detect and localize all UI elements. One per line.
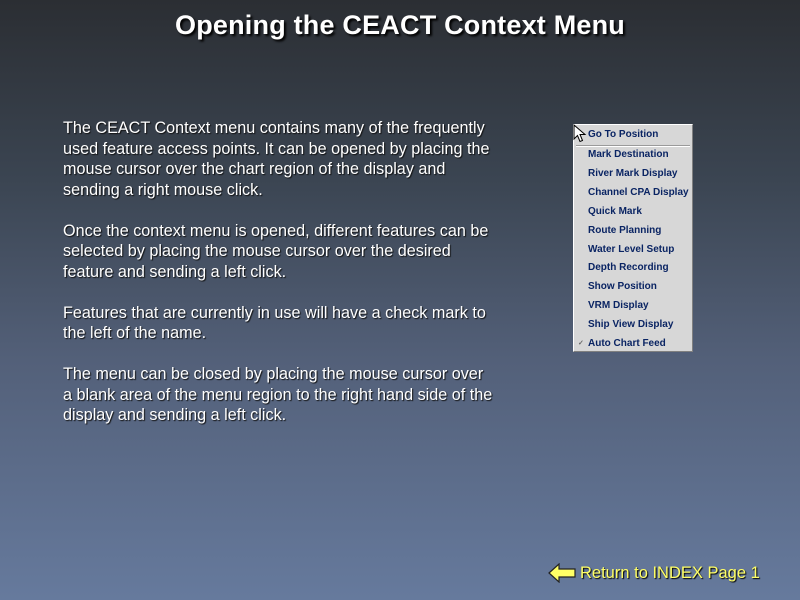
menu-item-ship-view-display[interactable] — [574, 316, 692, 334]
menu-item-vrm-display[interactable] — [574, 297, 692, 315]
paragraph-selecting: Once the context menu is opened, different features can be selected by placing the mouse cursor over the desired feature and sending a left click. — [63, 221, 489, 281]
paragraph-closing: The menu can be closed by placing the mouse cursor over a blank area of the menu region to the right hand side of the display and sending a left click. — [63, 365, 493, 424]
check-icon: ✓ — [578, 340, 584, 347]
menu-item-label: Go To Position — [588, 129, 659, 140]
mouse-pointer-icon — [573, 124, 587, 144]
menu-item-label: Route Planning — [588, 225, 662, 236]
menu-item-label: River Mark Display — [588, 168, 678, 179]
menu-item-route-planning[interactable] — [574, 222, 692, 240]
paragraph-intro: The CEACT Context menu contains many of the frequently used feature access points. It can be opened by placing the mouse cursor over the chart region of the display and sending a right mouse click. — [63, 119, 490, 199]
menu-item-channel-cpa-display[interactable] — [574, 184, 692, 202]
menu-item-quick-mark[interactable] — [574, 203, 692, 221]
menu-item-depth-recording[interactable] — [574, 259, 692, 277]
menu-item-label: Mark Destination — [588, 149, 669, 160]
menu-item-label: Show Position — [588, 281, 657, 292]
menu-item-label: Quick Mark — [588, 206, 642, 217]
left-arrow-icon — [548, 563, 577, 583]
menu-item-label: VRM Display — [588, 300, 649, 311]
menu-item-river-mark-display[interactable] — [574, 165, 692, 183]
slide-title: Opening the CEACT Context Menu — [175, 10, 625, 40]
menu-item-label: Channel CPA Display — [588, 187, 689, 198]
return-to-index-link[interactable] — [548, 561, 760, 585]
menu-item-mark-destination[interactable] — [574, 146, 692, 164]
instruction-text — [63, 118, 493, 426]
menu-item-show-position[interactable] — [574, 278, 692, 296]
menu-item-label: Depth Recording — [588, 262, 669, 273]
return-link-label: Return to INDEX Page 1 — [580, 563, 760, 582]
menu-item-go-to-position[interactable] — [574, 126, 692, 144]
menu-item-label: Auto Chart Feed — [588, 338, 666, 349]
menu-item-water-level-setup[interactable] — [574, 241, 692, 259]
paragraph-check-marks: Features that are currently in use will have a check mark to the left of the name. — [63, 303, 486, 342]
ceact-context-menu — [573, 124, 693, 352]
menu-item-label: Ship View Display — [588, 319, 674, 330]
menu-item-auto-chart-feed[interactable] — [574, 335, 692, 353]
menu-item-label: Water Level Setup — [588, 244, 675, 255]
